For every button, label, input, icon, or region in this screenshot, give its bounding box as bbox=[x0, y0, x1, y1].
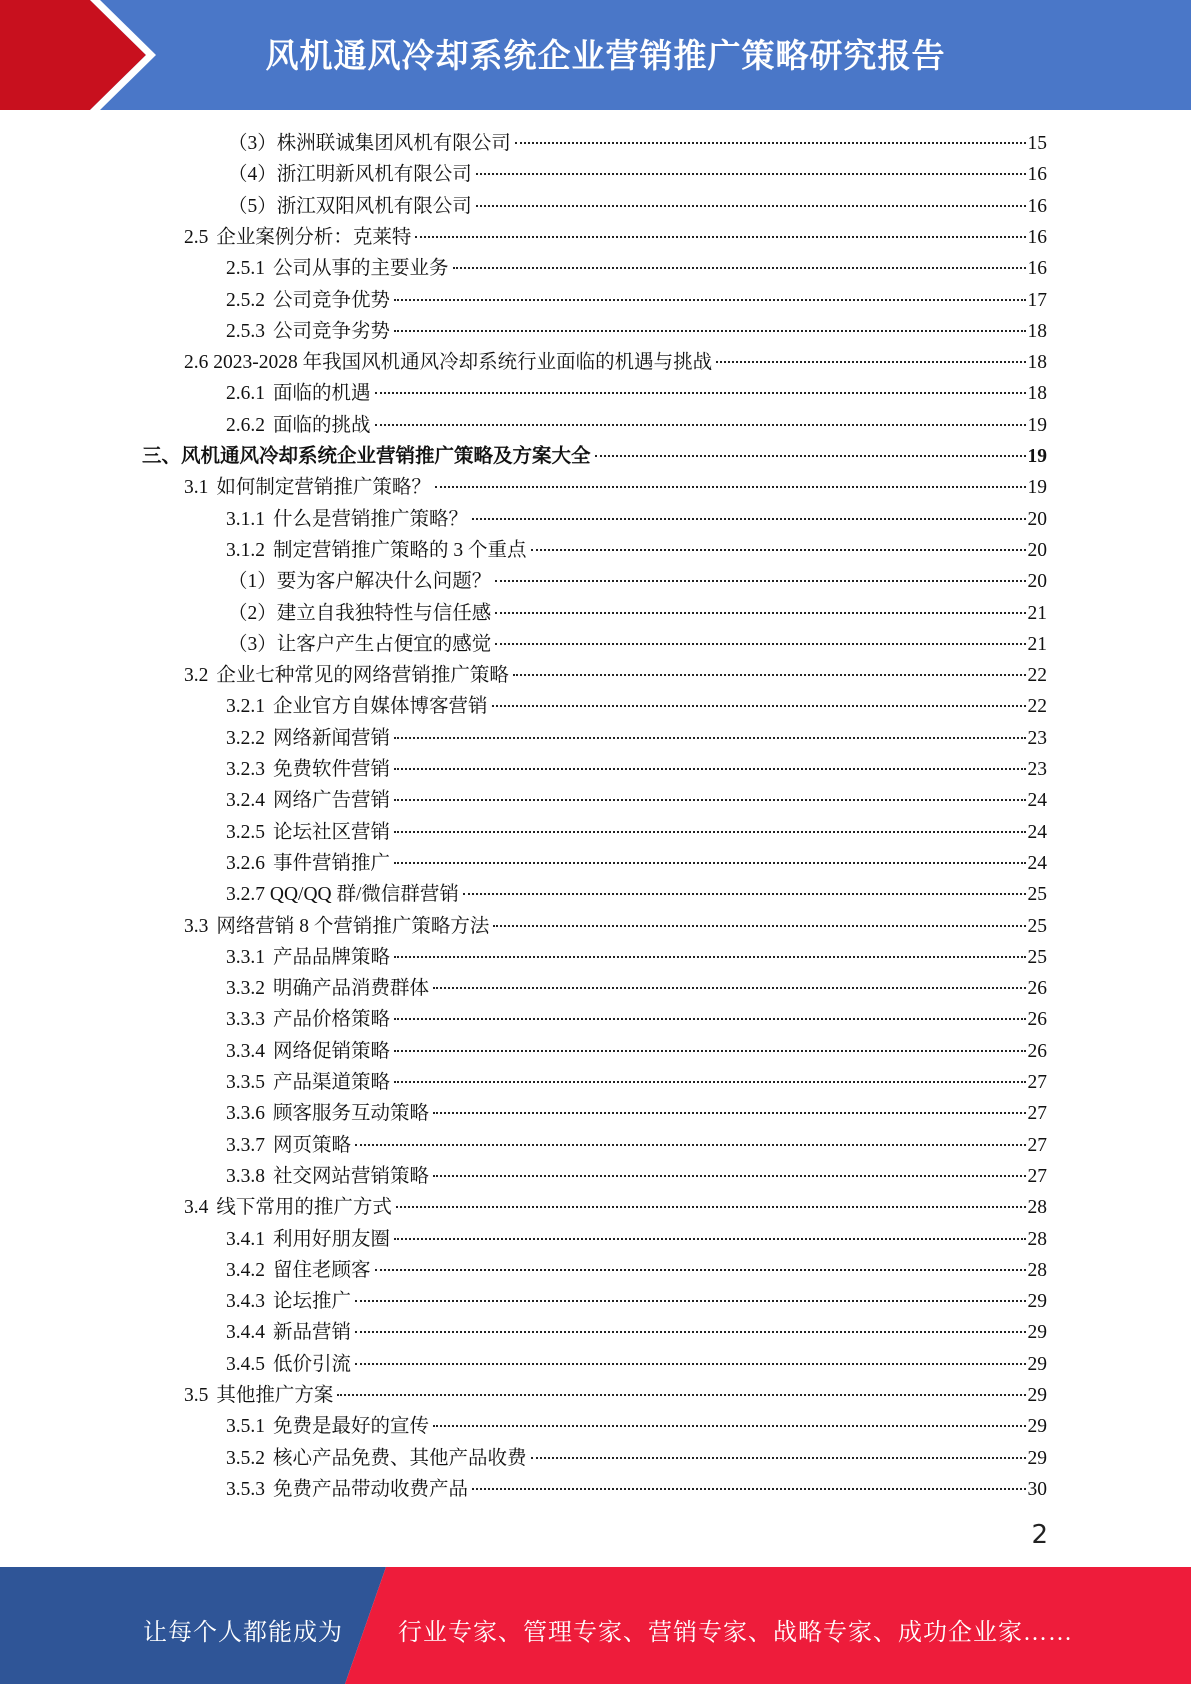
toc-entry-page: 20 bbox=[1027, 571, 1047, 593]
toc-entry[interactable] bbox=[226, 503, 1047, 534]
toc-entry-text: 线下常用的推广方式 bbox=[216, 1197, 392, 1219]
toc-entry-text: 低价引流 bbox=[273, 1353, 352, 1375]
toc-entry-label bbox=[226, 784, 390, 812]
toc-dot-leader bbox=[463, 893, 1026, 895]
toc-entry[interactable] bbox=[226, 941, 1047, 972]
toc-entry-page: 25 bbox=[1027, 884, 1047, 906]
toc-entry[interactable] bbox=[142, 440, 1047, 471]
toc-entry-text: 其他推广方案 bbox=[216, 1385, 334, 1406]
toc-entry-text: 面临的机遇 bbox=[273, 383, 371, 405]
toc-entry-label bbox=[142, 440, 591, 468]
toc-entry-page: 19 bbox=[1027, 446, 1047, 467]
toc-entry-label bbox=[226, 753, 390, 781]
toc-entry-label bbox=[226, 1410, 429, 1438]
toc-entry-label bbox=[226, 690, 488, 718]
toc-dot-leader bbox=[394, 299, 1025, 301]
toc-entry-label bbox=[226, 1254, 371, 1282]
toc-entry-page: 29 bbox=[1027, 1447, 1047, 1469]
toc-entry[interactable] bbox=[226, 284, 1047, 315]
toc-entry-text: （3）让客户产生占便宜的感觉 bbox=[228, 633, 492, 655]
toc-dot-leader bbox=[375, 392, 1026, 394]
toc-entry-number: 2.6.1 bbox=[226, 383, 265, 405]
toc-entry-label bbox=[184, 910, 489, 938]
toc-entry-page: 21 bbox=[1027, 602, 1047, 624]
toc-entry-page: 26 bbox=[1027, 1009, 1047, 1031]
toc-entry[interactable] bbox=[226, 1097, 1047, 1128]
toc-entry-page: 17 bbox=[1027, 289, 1047, 311]
toc-dot-leader bbox=[513, 674, 1026, 676]
toc-entry-number: 3.1 bbox=[184, 477, 209, 499]
toc-entry-page: 22 bbox=[1027, 665, 1047, 687]
toc-dot-leader bbox=[394, 330, 1025, 332]
toc-entry-page: 27 bbox=[1027, 1072, 1047, 1093]
toc-entry-page: 24 bbox=[1027, 852, 1047, 874]
toc-entry-text: 论坛推广 bbox=[273, 1291, 352, 1313]
toc-entry-label bbox=[226, 1097, 429, 1125]
toc-entry[interactable] bbox=[226, 1410, 1047, 1441]
toc-entry-text: 产品价格策略 bbox=[273, 1009, 391, 1031]
toc-entry[interactable] bbox=[226, 847, 1047, 878]
toc-entry[interactable] bbox=[228, 127, 1047, 158]
toc-entry[interactable] bbox=[184, 471, 1047, 502]
toc-entry-text: 公司竞争劣势 bbox=[273, 320, 391, 342]
toc-entry-page: 19 bbox=[1027, 414, 1047, 436]
toc-entry-number: 2.5.3 bbox=[226, 320, 265, 342]
toc-dot-leader bbox=[375, 424, 1026, 426]
toc-entry-text: 面临的挑战 bbox=[273, 414, 371, 436]
toc-dot-leader bbox=[394, 737, 1025, 739]
toc-entry[interactable] bbox=[226, 409, 1047, 440]
toc-dot-leader bbox=[355, 1300, 1025, 1302]
toc-entry-label bbox=[226, 377, 371, 405]
toc-entry[interactable] bbox=[226, 534, 1047, 565]
toc-dot-leader bbox=[394, 1018, 1025, 1020]
toc-dot-leader bbox=[394, 862, 1025, 864]
toc-entry[interactable] bbox=[228, 190, 1047, 221]
toc-entry-text: 如何制定营销推广策略？ bbox=[216, 477, 431, 499]
toc-entry[interactable] bbox=[226, 1066, 1047, 1097]
toc-entry-text: 留住老顾客 bbox=[273, 1259, 371, 1281]
toc-entry-label bbox=[226, 252, 449, 280]
toc-entry-text: 产品品牌策略 bbox=[273, 946, 391, 968]
toc-dot-leader bbox=[493, 925, 1025, 927]
toc-entry-label bbox=[228, 190, 472, 218]
toc-entry-number: 3.1.2 bbox=[226, 539, 265, 561]
footer-slogan-left: 让每个人都能成为 bbox=[143, 1620, 343, 1646]
toc-entry-page: 25 bbox=[1027, 915, 1047, 937]
toc-entry-page: 15 bbox=[1027, 133, 1047, 154]
toc-entry-number: 3.3.3 bbox=[226, 1009, 265, 1031]
toc-entry-label bbox=[226, 847, 390, 875]
toc-entry-label bbox=[226, 1442, 527, 1470]
toc-dot-leader bbox=[433, 1425, 1025, 1427]
toc-entry[interactable] bbox=[226, 252, 1047, 283]
toc-entry-number: 3.5 bbox=[184, 1385, 209, 1406]
toc-dot-leader bbox=[394, 956, 1025, 958]
toc-entry-number: 3.5.2 bbox=[226, 1447, 265, 1469]
toc-entry-label bbox=[228, 127, 511, 155]
toc-entry-label bbox=[226, 1316, 351, 1344]
toc-entry-label bbox=[226, 503, 468, 531]
toc-dot-leader bbox=[433, 987, 1025, 989]
toc-entry-label bbox=[184, 1379, 333, 1407]
toc-dot-leader bbox=[472, 1488, 1025, 1490]
toc-entry-text: 免费产品带动收费产品 bbox=[273, 1478, 469, 1500]
toc-entry-page: 28 bbox=[1027, 1197, 1047, 1219]
toc-dot-leader bbox=[515, 142, 1026, 144]
toc-entry-label bbox=[184, 346, 712, 374]
toc-dot-leader bbox=[394, 1081, 1025, 1083]
toc-entry-text: 新品营销 bbox=[273, 1322, 352, 1344]
toc-entry-label bbox=[226, 1348, 351, 1376]
toc-entry-page: 23 bbox=[1027, 727, 1047, 749]
toc-entry-page: 19 bbox=[1027, 477, 1047, 499]
toc-entry-number: 3.4.2 bbox=[226, 1259, 265, 1281]
toc-entry-page: 26 bbox=[1027, 978, 1047, 1000]
toc-entry-label bbox=[184, 221, 411, 249]
toc-entry-number: 3.5.3 bbox=[226, 1478, 265, 1500]
toc-entry-text: 明确产品消费群体 bbox=[273, 978, 430, 1000]
toc-entry-page: 29 bbox=[1027, 1353, 1047, 1375]
toc-dot-leader bbox=[476, 205, 1026, 207]
toc-entry-number: 3.2 bbox=[184, 665, 209, 687]
toc-entry-text: 2.6 2023-2028 年我国风机通风冷却系统行业面临的机遇与挑战 bbox=[184, 352, 713, 374]
toc-entry-number: 3.4.3 bbox=[226, 1291, 265, 1313]
toc-dot-leader bbox=[453, 267, 1026, 269]
toc-entry-page: 27 bbox=[1027, 1134, 1047, 1156]
toc-entry-label bbox=[226, 284, 390, 312]
toc-entry-number: 3.3.8 bbox=[226, 1165, 265, 1187]
toc-entry-page: 24 bbox=[1027, 821, 1047, 843]
toc-entry-number: 3.3.1 bbox=[226, 946, 265, 968]
toc-entry[interactable] bbox=[184, 346, 1047, 377]
toc-entry[interactable] bbox=[184, 659, 1047, 690]
toc-dot-leader bbox=[476, 173, 1026, 175]
toc-entry-label bbox=[226, 878, 459, 906]
toc-entry[interactable] bbox=[226, 1129, 1047, 1160]
toc-entry-text: 三、风机通风冷却系统企业营销推广策略及方案大全 bbox=[142, 446, 591, 467]
toc-entry[interactable] bbox=[228, 597, 1047, 628]
toc-entry-label bbox=[228, 597, 491, 625]
toc-entry-number: 3.3.5 bbox=[226, 1072, 265, 1093]
toc-entry[interactable] bbox=[226, 315, 1047, 346]
toc-entry[interactable] bbox=[228, 158, 1047, 189]
toc-dot-leader bbox=[495, 580, 1025, 582]
toc-entry-text: 网络广告营销 bbox=[273, 790, 391, 812]
toc-entry-label bbox=[226, 534, 527, 562]
toc-entry-label bbox=[226, 1066, 390, 1094]
toc-dot-leader bbox=[433, 1175, 1025, 1177]
toc-entry[interactable] bbox=[226, 1285, 1047, 1316]
toc-dot-leader bbox=[375, 1269, 1026, 1271]
toc-entry-text: 3.2.7 QQ/QQ 群/微信群营销 bbox=[226, 884, 459, 906]
toc-entry-page: 29 bbox=[1027, 1385, 1047, 1406]
toc-entry-label bbox=[228, 565, 491, 593]
toc-entry-number: 2.5.2 bbox=[226, 289, 265, 311]
toc-entry[interactable] bbox=[226, 1473, 1047, 1504]
toc-entry-label bbox=[228, 158, 472, 186]
page-footer bbox=[0, 1567, 1191, 1684]
toc-entry-number: 3.3.4 bbox=[226, 1040, 265, 1062]
toc-entry-text: 网页策略 bbox=[273, 1134, 352, 1156]
toc-entry-number: 3.2.3 bbox=[226, 759, 265, 780]
toc-entry-page: 27 bbox=[1027, 1103, 1047, 1125]
toc-entry-text: 论坛社区营销 bbox=[273, 821, 391, 843]
toc-entry-text: （5）浙江双阳风机有限公司 bbox=[228, 195, 472, 217]
toc-entry-text: 产品渠道策略 bbox=[273, 1072, 391, 1093]
toc-entry-number: 3.4.1 bbox=[226, 1228, 265, 1250]
toc-entry-text: 企业七种常见的网络营销推广策略 bbox=[216, 665, 509, 687]
toc-entry[interactable] bbox=[226, 377, 1047, 408]
toc-entry-page: 16 bbox=[1027, 258, 1047, 280]
toc-entry-text: 顾客服务互动策略 bbox=[273, 1103, 430, 1125]
toc-entry-number: 2.5 bbox=[184, 226, 209, 248]
toc-entry-number: 3.3.6 bbox=[226, 1103, 265, 1125]
toc-entry[interactable] bbox=[226, 722, 1047, 753]
toc-entry-page: 24 bbox=[1027, 790, 1047, 812]
toc-dot-leader bbox=[495, 643, 1025, 645]
toc-entry-label bbox=[184, 471, 431, 499]
toc-entry[interactable] bbox=[226, 816, 1047, 847]
toc-dot-leader bbox=[495, 612, 1025, 614]
toc-entry-label bbox=[226, 1035, 390, 1063]
toc-dot-leader bbox=[394, 768, 1025, 770]
toc-entry[interactable] bbox=[228, 628, 1047, 659]
toc-entry-text: 核心产品免费、其他产品收费 bbox=[273, 1447, 527, 1469]
page-header bbox=[0, 0, 1191, 110]
toc-entry-page: 29 bbox=[1027, 1416, 1047, 1438]
toc-entry-text: 公司竞争优势 bbox=[273, 289, 391, 311]
toc-entry-label bbox=[184, 1191, 392, 1219]
toc-dot-leader bbox=[394, 1050, 1025, 1052]
toc-dot-leader bbox=[355, 1144, 1025, 1146]
toc-dot-leader bbox=[531, 1457, 1026, 1459]
toc-entry[interactable] bbox=[226, 1035, 1047, 1066]
toc-entry-text: 免费是最好的宣传 bbox=[273, 1416, 430, 1438]
toc-dot-leader bbox=[472, 518, 1025, 520]
toc-entry[interactable] bbox=[226, 1316, 1047, 1347]
toc-entry[interactable] bbox=[226, 1442, 1047, 1473]
toc-entry-number: 3.4.5 bbox=[226, 1353, 265, 1375]
toc-entry-number: 3.2.1 bbox=[226, 696, 265, 718]
toc-entry-page: 20 bbox=[1027, 508, 1047, 530]
toc-entry[interactable] bbox=[226, 1348, 1047, 1379]
toc-entry-text: 免费软件营销 bbox=[273, 759, 391, 780]
toc-dot-leader bbox=[355, 1331, 1025, 1333]
toc-entry-text: 制定营销推广策略的 3 个重点 bbox=[273, 539, 527, 561]
toc-dot-leader bbox=[394, 831, 1025, 833]
toc-entry-number: 3.1.1 bbox=[226, 508, 265, 530]
toc-entry-text: 事件营销推广 bbox=[273, 852, 391, 874]
toc-entry-text: 公司从事的主要业务 bbox=[273, 258, 449, 280]
toc-entry-page: 20 bbox=[1027, 539, 1047, 561]
toc-entry[interactable] bbox=[226, 1003, 1047, 1034]
toc-entry-page: 29 bbox=[1027, 1322, 1047, 1344]
toc-entry-text: 网络促销策略 bbox=[273, 1040, 391, 1062]
toc-entry-page: 27 bbox=[1027, 1165, 1047, 1187]
toc-entry-label bbox=[226, 941, 390, 969]
toc-entry-number: 3.4.4 bbox=[226, 1322, 265, 1344]
toc-entry-number: 3.4 bbox=[184, 1197, 209, 1219]
toc-entry-number: 2.5.1 bbox=[226, 258, 265, 280]
toc-entry-text: 企业官方自媒体博客营销 bbox=[273, 696, 488, 718]
toc-entry-label bbox=[226, 1129, 351, 1157]
toc-entry-label bbox=[226, 1003, 390, 1031]
toc-entry-text: 网络营销 8 个营销推广策略方法 bbox=[216, 915, 490, 937]
toc-dot-leader bbox=[394, 799, 1025, 801]
toc-entry-page: 25 bbox=[1027, 946, 1047, 968]
toc-dot-leader bbox=[394, 1238, 1025, 1240]
toc-entry-label bbox=[226, 409, 371, 437]
toc-entry-page: 18 bbox=[1027, 383, 1047, 405]
toc-entry-page: 18 bbox=[1027, 352, 1047, 374]
toc-entry-label bbox=[226, 315, 390, 343]
toc-entry-page: 22 bbox=[1027, 696, 1047, 718]
toc-entry[interactable] bbox=[184, 1191, 1047, 1222]
toc-entry-label bbox=[228, 628, 491, 656]
toc-entry-page: 23 bbox=[1027, 759, 1047, 780]
toc-entry-number: 3.2.4 bbox=[226, 790, 265, 812]
toc-entry[interactable] bbox=[226, 753, 1047, 784]
toc-entry-text: （4）浙江明新风机有限公司 bbox=[228, 164, 472, 186]
toc-entry-page: 16 bbox=[1027, 195, 1047, 217]
toc-entry-text: 利用好朋友圈 bbox=[273, 1228, 391, 1250]
toc-entry[interactable] bbox=[226, 878, 1047, 909]
toc-entry-page: 16 bbox=[1027, 164, 1047, 186]
toc-entry-text: （3）株洲联诚集团风机有限公司 bbox=[228, 133, 511, 154]
toc-dot-leader bbox=[492, 705, 1026, 707]
toc-entry-number: 3.2.2 bbox=[226, 727, 265, 749]
footer-slogan-right: 行业专家、管理专家、营销专家、战略专家、成功企业家…… bbox=[398, 1620, 1073, 1646]
toc-entry-label bbox=[226, 816, 390, 844]
toc-entry-text: 社交网站营销策略 bbox=[273, 1165, 430, 1187]
toc-entry[interactable] bbox=[226, 784, 1047, 815]
toc-entry-page: 28 bbox=[1027, 1228, 1047, 1250]
toc-entry-text: （1）要为客户解决什么问题？ bbox=[228, 571, 492, 593]
toc-entry[interactable] bbox=[226, 1160, 1047, 1191]
toc-entry[interactable] bbox=[184, 1379, 1047, 1410]
toc-entry-number: 2.6.2 bbox=[226, 414, 265, 436]
toc-dot-leader bbox=[595, 455, 1026, 457]
toc-entry-label bbox=[226, 1160, 429, 1188]
toc-entry-page: 21 bbox=[1027, 633, 1047, 655]
toc-entry[interactable] bbox=[228, 565, 1047, 596]
report-title: 风机通风冷却系统企业营销推广策略研究报告 bbox=[265, 36, 946, 75]
toc-entry-number: 3.3 bbox=[184, 915, 209, 937]
toc-entry-label bbox=[184, 659, 509, 687]
toc-entry-text: 企业案例分析：克莱特 bbox=[216, 226, 412, 248]
toc-entry-text: 什么是营销推广策略？ bbox=[273, 508, 469, 530]
toc-dot-leader bbox=[435, 486, 1026, 488]
toc-entry-page: 16 bbox=[1027, 226, 1047, 248]
toc-entry-page: 30 bbox=[1027, 1478, 1047, 1500]
toc-dot-leader bbox=[531, 549, 1026, 551]
toc-entry-number: 3.2.6 bbox=[226, 852, 265, 874]
toc-entry-page: 28 bbox=[1027, 1259, 1047, 1281]
page-number: 2 bbox=[1031, 1520, 1048, 1550]
toc-entry-page: 18 bbox=[1027, 320, 1047, 342]
toc-entry[interactable] bbox=[184, 910, 1047, 941]
toc-entry[interactable] bbox=[226, 690, 1047, 721]
toc-entry-label bbox=[226, 972, 429, 1000]
toc-entry[interactable] bbox=[226, 1254, 1047, 1285]
toc-dot-leader bbox=[355, 1363, 1025, 1365]
toc-entry-number: 3.3.7 bbox=[226, 1134, 265, 1156]
toc-entry-page: 26 bbox=[1027, 1040, 1047, 1062]
toc-entry-page: 29 bbox=[1027, 1291, 1047, 1313]
toc-dot-leader bbox=[433, 1112, 1025, 1114]
toc-entry-label bbox=[226, 1223, 390, 1251]
toc-entry[interactable] bbox=[226, 1223, 1047, 1254]
toc-entry[interactable] bbox=[184, 221, 1047, 252]
toc-entry[interactable] bbox=[226, 972, 1047, 1003]
toc-dot-leader bbox=[716, 361, 1025, 363]
toc-entry-number: 3.5.1 bbox=[226, 1416, 265, 1438]
toc-entry-text: 网络新闻营销 bbox=[273, 727, 391, 749]
toc-entry-label bbox=[226, 1285, 351, 1313]
toc-entry-label bbox=[226, 1473, 468, 1501]
toc-dot-leader bbox=[337, 1394, 1025, 1396]
toc-dot-leader bbox=[396, 1206, 1026, 1208]
toc-dot-leader bbox=[415, 236, 1025, 238]
toc-entry-number: 3.3.2 bbox=[226, 978, 265, 1000]
toc-entry-text: （2）建立自我独特性与信任感 bbox=[228, 602, 492, 624]
toc-entry-label bbox=[226, 722, 390, 750]
toc-entry-number: 3.2.5 bbox=[226, 821, 265, 843]
